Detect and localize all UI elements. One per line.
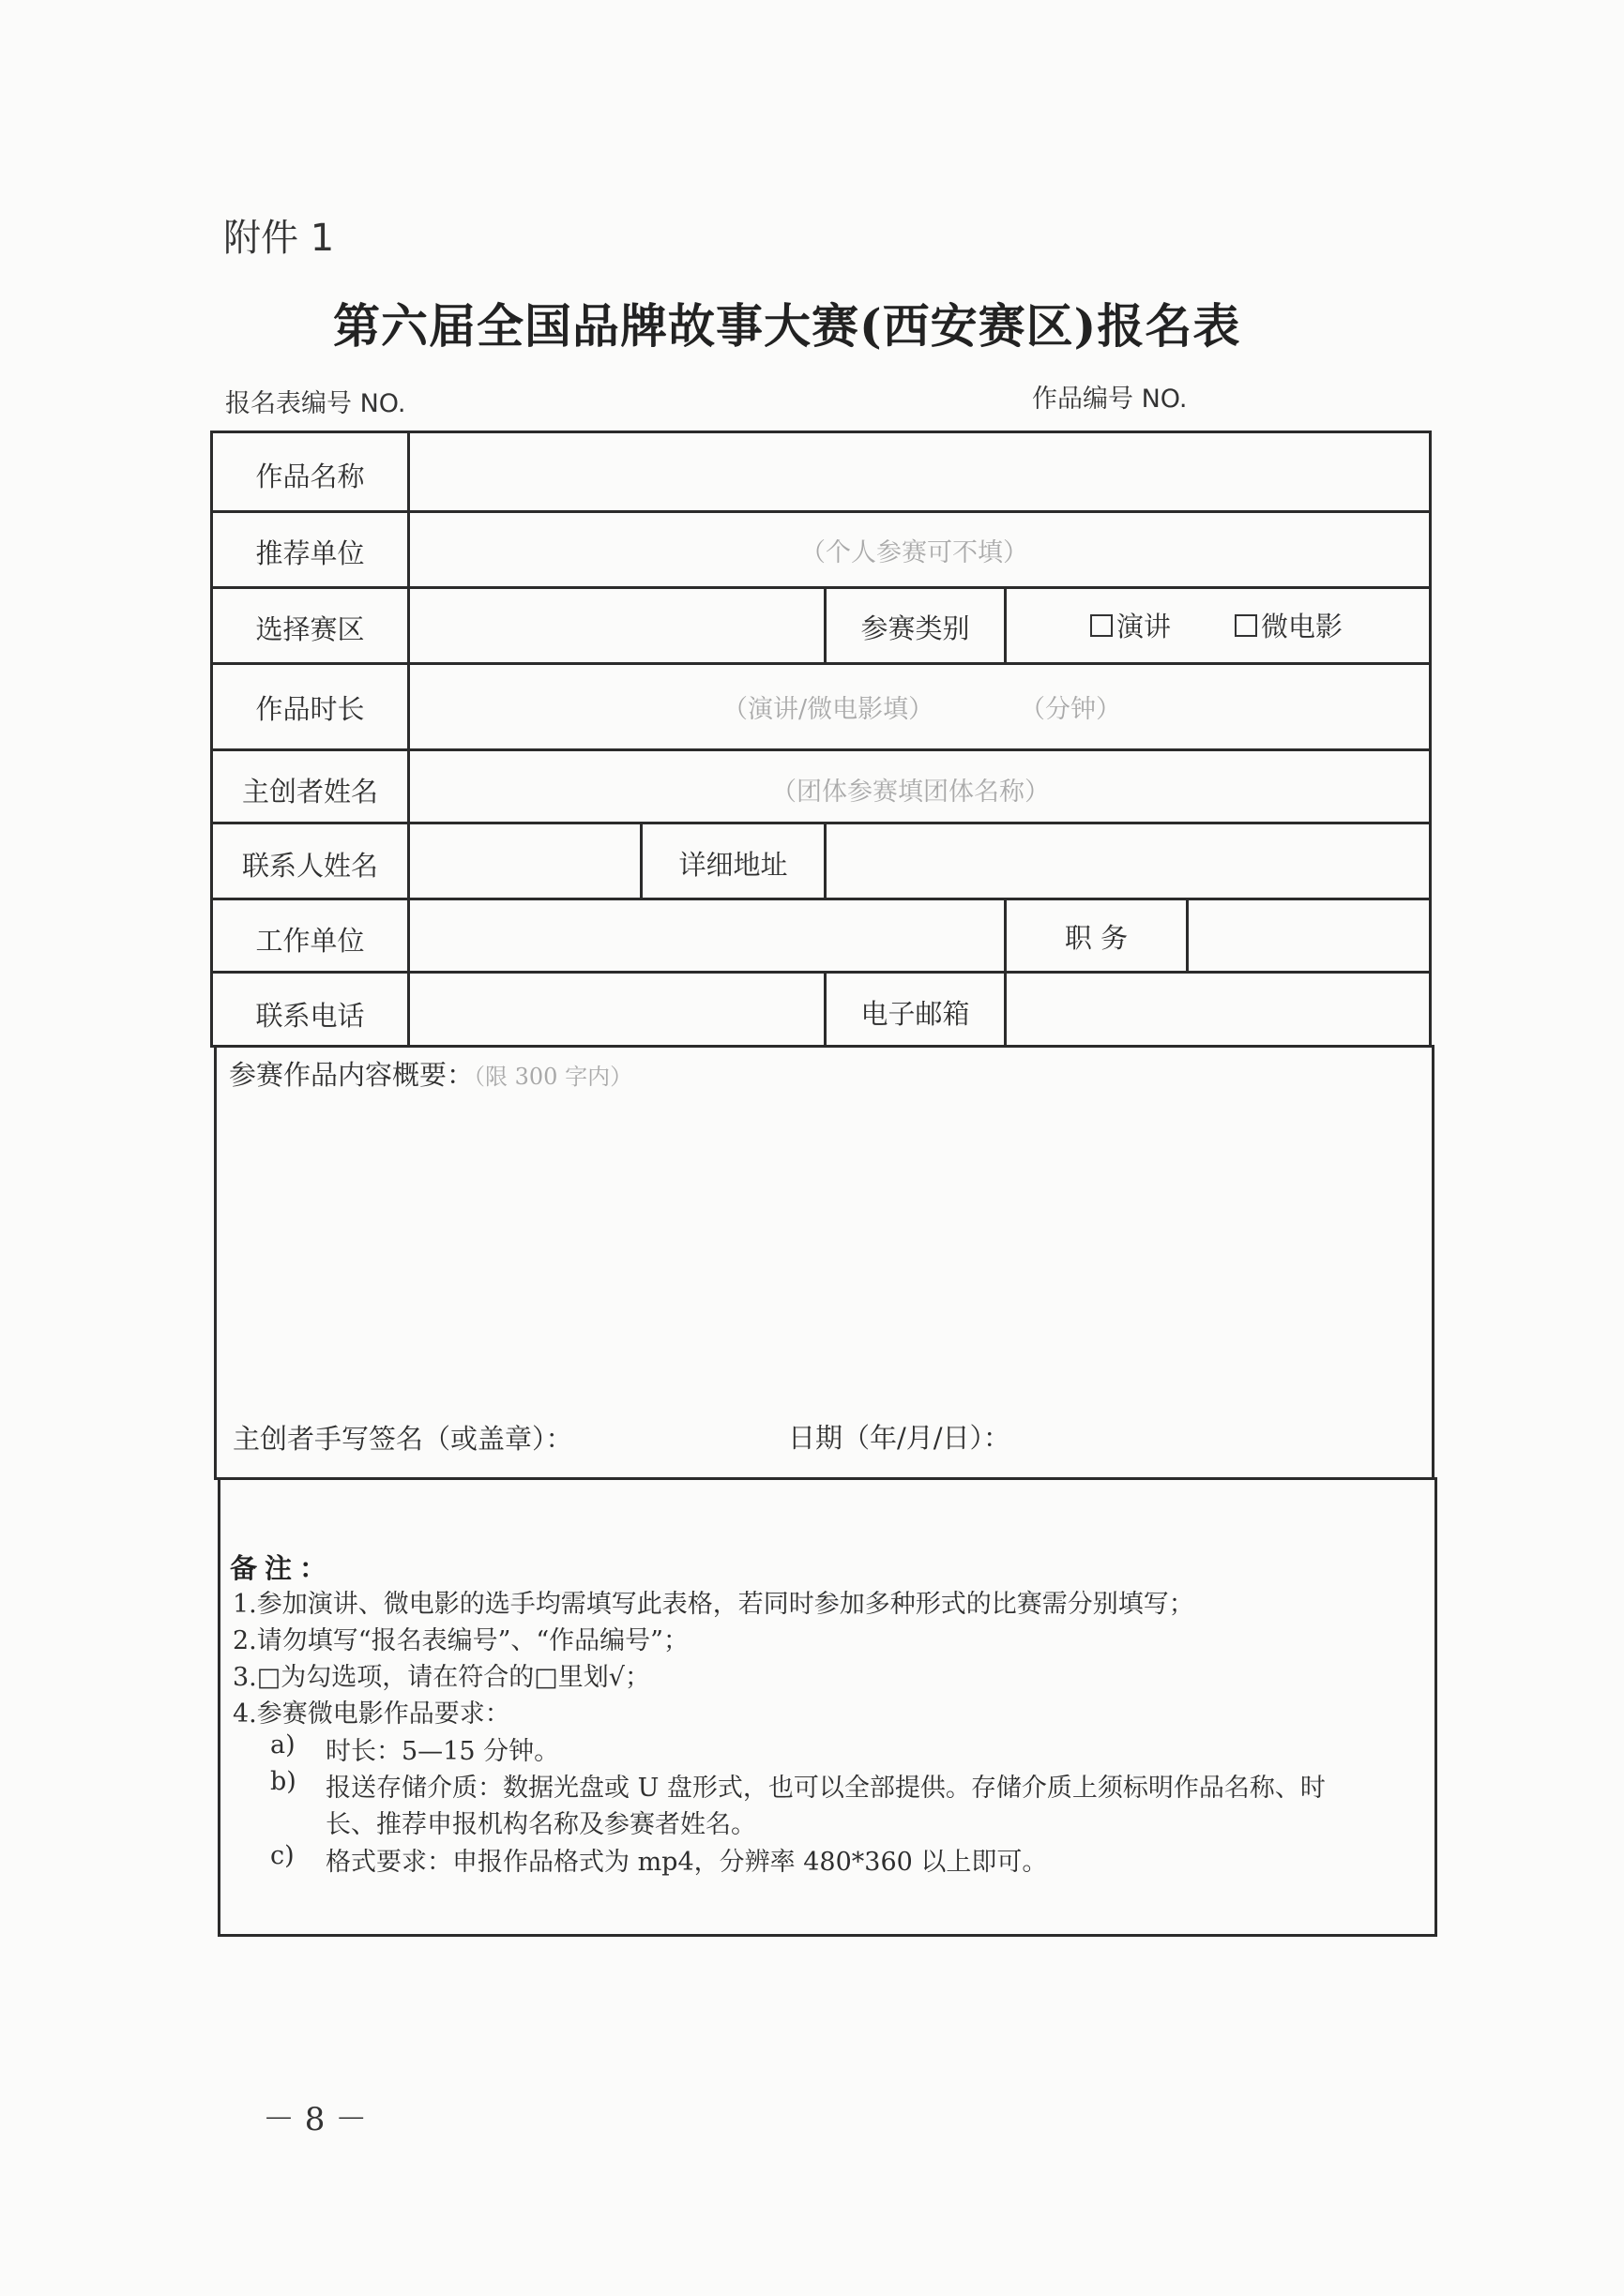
option-film[interactable] <box>1235 606 1343 644</box>
form-number-label: 报名表编号 NO. <box>225 389 406 418</box>
signature-label: 主创者手写签名（或盖章）： <box>233 1423 573 1455</box>
option-film-label: 微电影 <box>1261 611 1343 642</box>
summary-label: 参赛作品内容概要：（限 300 字内） <box>229 1059 633 1091</box>
note-item: 2.请勿填写“报名表编号”、“作品编号”； <box>233 1626 689 1655</box>
position-label: 职 务 <box>1064 922 1129 954</box>
row-divider <box>210 898 1432 900</box>
duration-unit: （分钟） <box>1020 695 1121 724</box>
note-item: 4.参赛微电影作品要求： <box>233 1699 510 1729</box>
page-number: － 8 － <box>263 2101 368 2138</box>
date-label: 日期（年/月/日）： <box>788 1422 1011 1454</box>
sub-item-text: 格式要求：申报作品格式为 mp4，分辨率 480*360 以上即可。 <box>326 1848 1048 1877</box>
table-border-right <box>1434 1477 1437 1937</box>
cell-divider <box>1004 586 1007 665</box>
cell-divider <box>1186 898 1189 974</box>
checkbox-icon[interactable] <box>1090 614 1113 637</box>
sub-item-text: 报送存储介质：数据光盘或 U 盘形式，也可以全部提供。存储介质上须标明作品名称、时 <box>326 1774 1326 1803</box>
checkbox-icon[interactable] <box>1235 614 1257 637</box>
sub-item-marker: a) <box>270 1730 296 1760</box>
address-label: 详细地址 <box>678 849 788 881</box>
table-border-top <box>210 430 1432 433</box>
row-divider <box>210 971 1432 974</box>
recommender-label: 推荐单位 <box>255 537 365 569</box>
cell-divider <box>1004 971 1007 1048</box>
email-label: 电子邮箱 <box>860 998 970 1030</box>
form-title: 第六届全国品牌故事大赛(西安赛区)报名表 <box>333 298 1241 354</box>
option-speech[interactable] <box>1090 606 1171 644</box>
duration-hint: （演讲/微电影填） <box>722 695 934 724</box>
sub-item-marker: c) <box>270 1841 295 1870</box>
table-border-left <box>214 1045 217 1480</box>
row-divider <box>210 748 1432 751</box>
summary-hint: （限 300 字内） <box>474 1064 633 1090</box>
creator-label: 主创者姓名 <box>241 776 378 808</box>
note-item: 3.□为勾选项，请在符合的□里划√； <box>233 1663 650 1692</box>
work-name-label: 作品名称 <box>255 461 365 492</box>
notes-title: 备注： <box>230 1552 335 1584</box>
employer-label: 工作单位 <box>255 925 365 957</box>
row-divider <box>210 586 1432 589</box>
recommender-hint: （个人参赛可不填） <box>800 538 1028 567</box>
table-border-left <box>218 1477 220 1937</box>
label-column-divider <box>407 430 410 1048</box>
cell-divider <box>824 822 827 900</box>
phone-label: 联系电话 <box>255 1000 365 1032</box>
note-item: 1.参加演讲、微电影的选手均需填写此表格，若同时参加多种形式的比赛需分别填写； <box>233 1590 1194 1619</box>
creator-hint: （团体参赛填团体名称） <box>771 778 1050 807</box>
sub-item-marker: b) <box>270 1767 296 1796</box>
row-divider <box>210 822 1432 824</box>
duration-label: 作品时长 <box>255 693 365 725</box>
table-border-bottom <box>218 1934 1437 1937</box>
attachment-label: 附件 1 <box>223 217 335 260</box>
table-border-right <box>1432 1045 1434 1480</box>
sub-item-text: 长、推荐申报机构名称及参赛者姓名。 <box>326 1810 756 1839</box>
row-divider <box>210 1045 1432 1048</box>
option-speech-label: 演讲 <box>1116 611 1172 642</box>
row-divider <box>210 510 1432 513</box>
work-number-label: 作品编号 NO. <box>1032 385 1188 414</box>
region-label: 选择赛区 <box>255 613 365 645</box>
sub-item-text: 时长：5—15 分钟。 <box>326 1737 560 1766</box>
contact-label: 联系人姓名 <box>241 850 378 882</box>
table-border-right <box>1429 430 1432 1048</box>
row-divider <box>210 662 1432 665</box>
category-label: 参赛类别 <box>860 612 970 644</box>
row-divider <box>214 1477 1434 1480</box>
